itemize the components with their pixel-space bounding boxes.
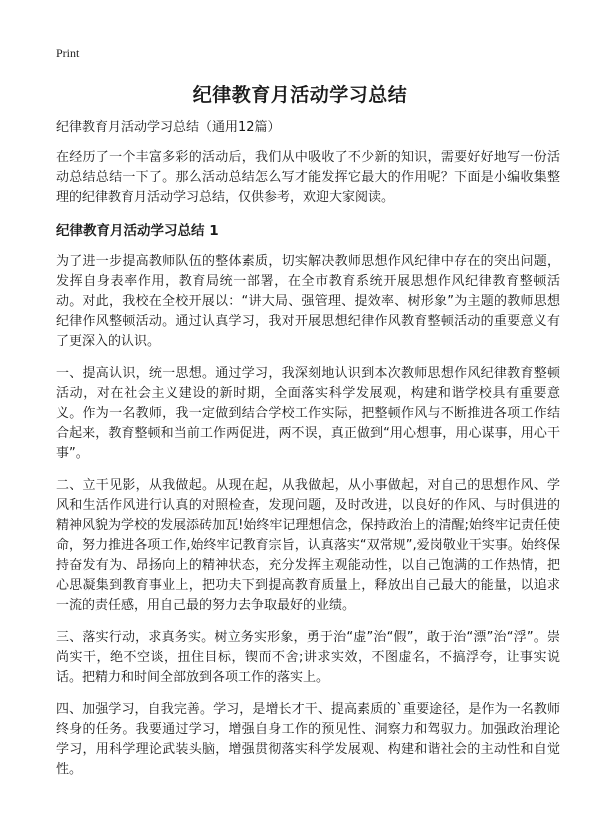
page-title: 纪律教育月活动学习总结 bbox=[192, 84, 408, 106]
body-paragraph-2: 一、提高认识，统一思想。通过学习，我深刻地认识到本次教师思想作风纪律教育整顿活动，对在社会主义建设的新时期，全面落实科学发展观，构建和谐学校具有重要意义。作为一名教师，我一定做到结合学校工作实际，把整顿作风与不断推进各项工作结合起来，教育整顿和当前工作两促进，两不误，真正做到“用心想事，用心谋事，用心干事”。 bbox=[56, 366, 560, 461]
body-paragraph-1: 为了进一步提高教师队伍的整体素质，切实解决教师思想作风纪律中存在的突出问题，发挥自身表率作用，教育局统一部署，在全市教育系统开展思想作风纪律教育整顿活动。对此，我校在全校开展以：“讲大局、强管理、提效率、树形象”为主题的教师思想纪律作风整顿活动。通过认真学习，我对开展思想纪律作风教育整顿活动的重要意义有了更深入的认识。 bbox=[56, 254, 560, 349]
print-link[interactable]: Print bbox=[56, 46, 80, 60]
body-paragraph-4: 三、落实行动，求真务实。树立务实形象，勇于治“虚”治“假”，敢于治“漂”治“浮”。崇尚实干，绝不空谈，扭住目标，锲而不舍;讲求实效，不图虚名，不搞浮夸，让事实说话。把精力和时间全部放到各项工作的落实上。 bbox=[56, 630, 560, 685]
body-paragraph-5: 四、加强学习，自我完善。学习，是增长才干、提高素质的`重要途径，是作为一名教师终身的任务。我要通过学习，增强自身工作的预见性、洞察力和驾驭力。加强政治理论学习，用科学理论武装头脑，增强贯彻落实科学发展观、构建和谐社会的主动性和自觉性。 bbox=[56, 702, 560, 777]
document-subtitle: 纪律教育月活动学习总结（通用12篇） bbox=[56, 120, 281, 135]
article-body bbox=[56, 118, 560, 792]
section-heading: 纪律教育月活动学习总结 1 bbox=[56, 223, 219, 239]
body-paragraph-3: 二、立干见影，从我做起。从现在起，从我做起，从小事做起，对自己的思想作风、学风和生活作风进行认真的对照检查，发现问题，及时改进，以良好的作风、与时俱进的精神风貌为学校的发展添砖加瓦!始终牢记理想信念，保持政治上的清醒;始终牢记责任使命，努力推进各项工作,始终牢记教育宗旨，认真落实“双常规”,爱岗敬业干实事。始终保持奋发有为、昂扬向上的精神状态，充分发挥主观能动性，以自己饱满的工作热情，把心思凝集到教育事业上，把功夫下到提高教育质量上，释放出自己最大的能量，以追求一流的责任感，用自己最的努力去争取最好的业绩。 bbox=[56, 478, 560, 613]
intro-paragraph: 在经历了一个丰富多彩的活动后，我们从中吸收了不少新的知识，需要好好地写一份活动总结总结一下了。那么活动总结怎么写才能发挥它最大的作用呢？下面是小编收集整理的纪律教育月活动学习总结，仅供参考，欢迎大家阅读。 bbox=[56, 150, 560, 205]
